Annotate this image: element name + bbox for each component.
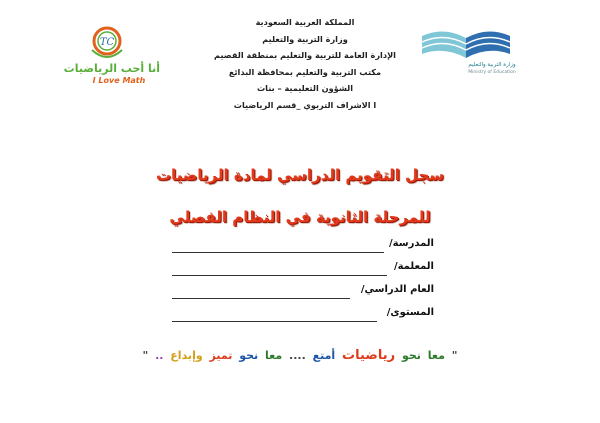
slogan-ellipsis: .... — [289, 349, 306, 362]
level-label: المستوى/ — [386, 307, 434, 318]
slogan-word: رياضيات — [342, 348, 396, 363]
header-line: الإدارة العامة للتربية والتعليم بمنطقة القصيم — [214, 50, 396, 60]
header-line: الشؤون التعليمية – بنات — [256, 83, 354, 93]
school-label: المدرسة/ — [389, 238, 434, 249]
document-title: سجل التقويم الدراسي لمادة الرياضيات — [155, 166, 445, 184]
slogan-word: نحو — [239, 349, 259, 362]
document-subtitle: للمرحلة الثانوية في النظام الفصلي — [169, 208, 431, 226]
svg-text:TC: TC — [99, 37, 115, 48]
slogan-quote-open: " — [451, 349, 458, 362]
school-fill-line — [172, 252, 384, 253]
open-book-icon — [418, 22, 518, 64]
level-field — [172, 307, 434, 325]
header-line: مكتب التربية والتعليم بمحافظة البدائع — [228, 66, 382, 77]
ministry-english-caption: Ministry of Education — [468, 70, 516, 75]
academic-year-field — [172, 284, 434, 302]
school-field — [172, 238, 434, 256]
level-fill-line — [172, 321, 377, 322]
math-logo-emblem-icon — [70, 20, 165, 65]
teacher-label: المعلمة/ — [393, 261, 434, 272]
slogan-word: تميز — [209, 349, 233, 362]
teacher-fill-line — [172, 275, 387, 276]
slogan-dots: .. — [155, 349, 164, 362]
ministry-of-education-logo — [418, 22, 518, 78]
header-line: المملكة العربية السعودية — [255, 17, 355, 27]
ministry-header — [190, 14, 420, 113]
slogan — [0, 348, 600, 363]
logo-english-text: I Love Math — [92, 76, 146, 85]
slogan-word: معا — [265, 349, 283, 362]
header-line: ا الاشراف التربوي _قسم الرياضيات — [233, 99, 377, 110]
slogan-word: وإبداع — [170, 349, 203, 362]
academic-year-fill-line — [172, 298, 350, 299]
slogan-word: أمتع — [312, 349, 336, 362]
logo-arabic-text: أنا أحب الرياضيات — [63, 62, 160, 75]
slogan-word: نحو — [401, 349, 421, 362]
ministry-arabic-caption: وزارة التربية والتعليم — [468, 62, 516, 68]
slogan-word: معا — [427, 349, 445, 362]
academic-year-label: العام الدراسي/ — [360, 284, 434, 295]
header-line: وزارة التربية والتعليم — [262, 33, 348, 44]
i-love-math-logo — [63, 20, 165, 90]
teacher-field — [172, 261, 434, 279]
slogan-quote-close: " — [142, 349, 149, 362]
